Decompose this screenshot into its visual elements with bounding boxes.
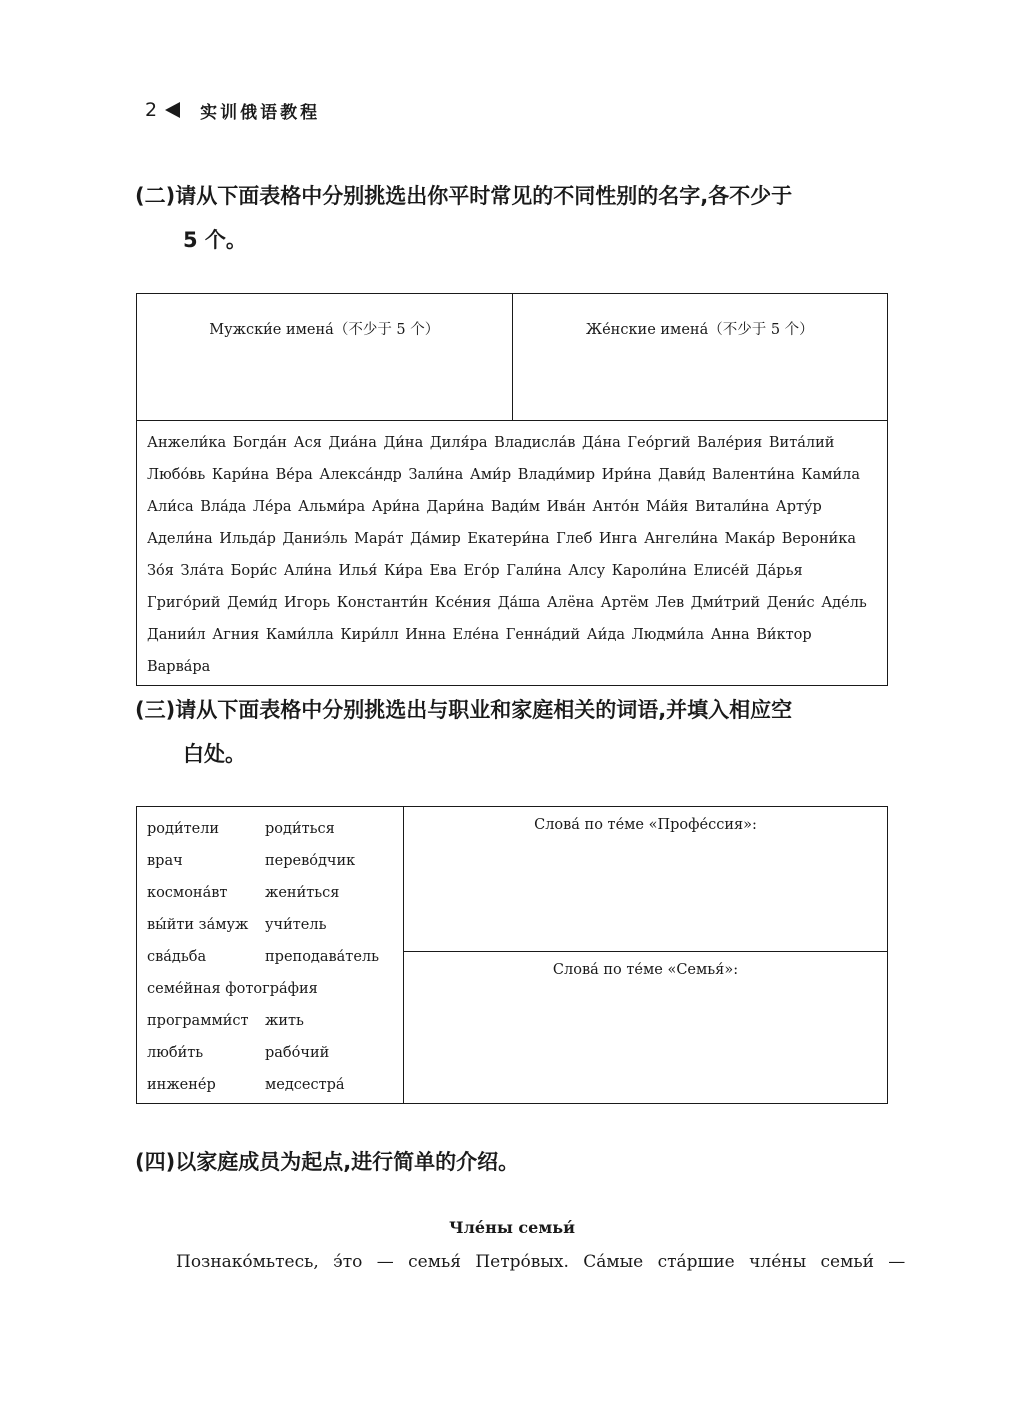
word: сва́дьба: [147, 949, 207, 965]
word-row: [147, 845, 393, 877]
word: врач: [147, 853, 183, 869]
page-header: [145, 96, 320, 124]
text-title: Чле́ны семьи́: [449, 1218, 575, 1237]
topic-profession-label: Слова́ по те́ме «Профе́ссия»:: [534, 817, 757, 833]
word-bank: [137, 807, 404, 1104]
female-names-header: Же́нские имена́（不少于 5 个）: [585, 322, 814, 338]
word: люби́ть: [147, 1045, 204, 1061]
section2-heading-line2: 5 个。: [183, 228, 247, 252]
book-title: 实训俄语教程: [200, 102, 321, 123]
word-row: [147, 909, 393, 941]
word: роди́ться: [265, 821, 335, 837]
section2-heading: [135, 174, 895, 262]
word-row: [147, 813, 393, 845]
triangle-left-icon: [165, 102, 180, 118]
section4-heading: (四)以家庭成员为起点,进行简单的介绍。: [135, 1150, 520, 1174]
section3-heading: [135, 688, 895, 776]
section3-heading-line2: 白处。: [183, 742, 246, 766]
word-row: [147, 1005, 393, 1037]
word: программи́ст: [147, 1013, 249, 1029]
section2-heading-line1: (二)请从下面表格中分别挑选出你平时常见的不同性别的名字,各不少于: [135, 184, 793, 208]
male-names-header: Мужски́е имена́（不少于 5 个）: [209, 322, 440, 338]
word: космона́вт: [147, 885, 228, 901]
text-paragraph: Познако́мьтесь, э́то — семья́ Петро́вых. Са́мые ста́ршие чле́ны семьи́ —: [176, 1252, 906, 1272]
word: инжене́р: [147, 1077, 216, 1093]
topic-family-label: Слова́ по те́ме «Семья́»:: [552, 962, 739, 978]
word-row: [147, 1037, 393, 1069]
word-row: [147, 1069, 393, 1101]
words-table: [136, 806, 888, 1104]
section3-heading-line1: (三)请从下面表格中分别挑选出与职业和家庭相关的词语,并填入相应空: [135, 698, 793, 722]
word: перево́дчик: [265, 853, 356, 869]
male-names-cell[interactable]: [137, 294, 513, 421]
word: семе́йная фотогра́фия: [147, 981, 318, 997]
names-table: [136, 293, 888, 686]
word: роди́тели: [147, 821, 220, 837]
female-names-cell[interactable]: [512, 294, 888, 421]
word: рабо́чий: [265, 1045, 330, 1061]
word: жени́ться: [265, 885, 340, 901]
profession-answer-cell[interactable]: [404, 807, 888, 952]
family-answer-cell[interactable]: [404, 952, 888, 1104]
word-row: [147, 941, 393, 973]
names-list: Анжели́ка Богда́н Ася Диа́на Ди́на Диля́ра Владисла́в Да́на Гео́ргий Вале́рия Вита́лий Любо́вь Кари́на Ве́ра Алекса́ндр Зали́на Ами́р Влади́мир Ири́на Дави́д Валенти́на Ками́ла Али́са Вла́да Ле́ра Альми́ра Ари́на Дари́на Вади́м Ива́н Анто́н Ма́йя Витали́на Арту́р Адели́на Ильда́р Даниэ́ль Мара́т Да́мир Екатери́на Глеб Инга Ангели́на Мака́р Верони́ка Зо́я Зла́та Бори́с Али́на Илья́ Ки́ра Ева Его́р Гали́на Алсу Кароли́на Елисе́й Да́рья Григо́рий Деми́д Игорь Константи́н Ксе́ния Да́ша Алёна Артём Лев Дми́трий Дени́с Аде́ль Дании́л Агния Ками́лла Кири́лл Инна Еле́на Генна́дий Аи́да Людми́ла Анна Ви́ктор Варва́ра: [137, 421, 888, 686]
word-row: [147, 877, 393, 909]
word: жить: [265, 1013, 304, 1029]
word: преподава́тель: [265, 949, 380, 965]
page-number: 2: [145, 99, 158, 121]
word: медсестра́: [265, 1077, 345, 1093]
word-row: [147, 973, 393, 1005]
word: учи́тель: [265, 917, 327, 933]
word: вы́йти за́муж: [147, 917, 249, 933]
